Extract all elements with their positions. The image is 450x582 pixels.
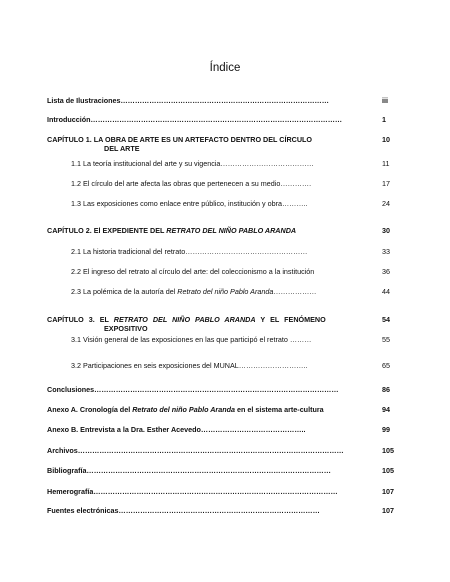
toc-entry-text: Fuentes electrónicas………………………………………………………………………… [47, 506, 320, 515]
toc-entry-page: 94 [382, 405, 390, 414]
toc-entry-page: 105 [382, 466, 394, 475]
toc-entry-page: iii [382, 96, 388, 105]
toc-entry-page: 107 [382, 506, 394, 515]
toc-entry-text: Anexo A. Cronología del Retrato del niño Pablo Aranda en el sistema arte-cultura [47, 405, 324, 414]
toc-entry-page: 33 [382, 247, 390, 256]
page-title: Índice [209, 62, 241, 74]
toc-entry-page: 55 [382, 335, 390, 344]
toc-entry-page: 11 [382, 159, 390, 168]
toc-entry-page: 36 [382, 267, 390, 276]
toc-entry-text: 2.2 El ingreso del retrato al círculo del arte: del coleccionismo a la institución [71, 267, 315, 276]
toc-entry-text: Hemerografía………………………………………………………………………………………… [47, 487, 338, 496]
toc-entry-page: 17 [382, 179, 390, 188]
toc-entry-text: 1.3 Las exposiciones como enlace entre público, institución y obra……….. [71, 199, 308, 208]
toc-entry-page: 30 [382, 226, 390, 235]
toc-entry-text: Lista de Ilustraciones…………………………………………………………………………… [47, 96, 329, 105]
toc-entry-continuation: DEL ARTE [104, 144, 140, 153]
toc-entry-text: Anexo B. Entrevista a la Dra. Esther Acevedo…………………………………….. [47, 425, 306, 434]
toc-entry-page: 1 [382, 115, 386, 124]
toc-entry-text: Introducción…………………………………………………………………………………………… [47, 115, 343, 124]
toc-entry-text: CAPÍTULO 1. LA OBRA DE ARTE ES UN ARTEFACTO DENTRO DEL CÍRCULO [47, 135, 313, 144]
toc-entry-page: 105 [382, 446, 394, 455]
toc-entry-page: 107 [382, 487, 394, 496]
toc-entry-page: 44 [382, 287, 390, 296]
toc-entry-text: CAPÍTULO 2. El EXPEDIENTE DEL RETRATO DEL NIÑO PABLO ARANDA [47, 226, 297, 235]
toc-entry-text: 2.3 La polémica de la autoría del Retrato del niño Pablo Aranda……………… [71, 287, 317, 296]
toc-entry-page: 65 [382, 361, 390, 370]
toc-entry-page: 54 [382, 315, 390, 324]
toc-entry-text: CAPÍTULO 3. EL RETRATO DEL NIÑO PABLO ARANDA Y EL FENÓMENO [47, 315, 326, 324]
toc-entry-text: 3.1 Visión general de las exposiciones en las que participó el retrato ……… [71, 335, 312, 344]
toc-entry-text: 3.2 Participaciones en seis exposiciones del MUNAL……………………….. [71, 361, 308, 370]
toc-entry-text: Archivos………………………………………………………………………………………………… [47, 446, 344, 455]
toc-entry-text: Conclusiones………………………………………………………………………………………… [47, 385, 339, 394]
toc-entry-continuation: EXPOSITIVO [104, 324, 148, 333]
toc-entry-text: 1.2 El círculo del arte afecta las obras que pertenecen a su medio…………. [71, 179, 312, 188]
toc-entry-text: 1.1 La teoría institucional del arte y su vigencia………………………………… [71, 159, 314, 168]
toc-entry-text: Bibliografía………………………………………………………………………………………… [47, 466, 331, 475]
toc-entry-page: 24 [382, 199, 390, 208]
toc-entry-page: 99 [382, 425, 390, 434]
toc-entry-text: 2.1 La historia tradicional del retrato…………………………………………… [71, 247, 308, 256]
toc-entry-page: 86 [382, 385, 390, 394]
toc-entry-page: 10 [382, 135, 390, 144]
